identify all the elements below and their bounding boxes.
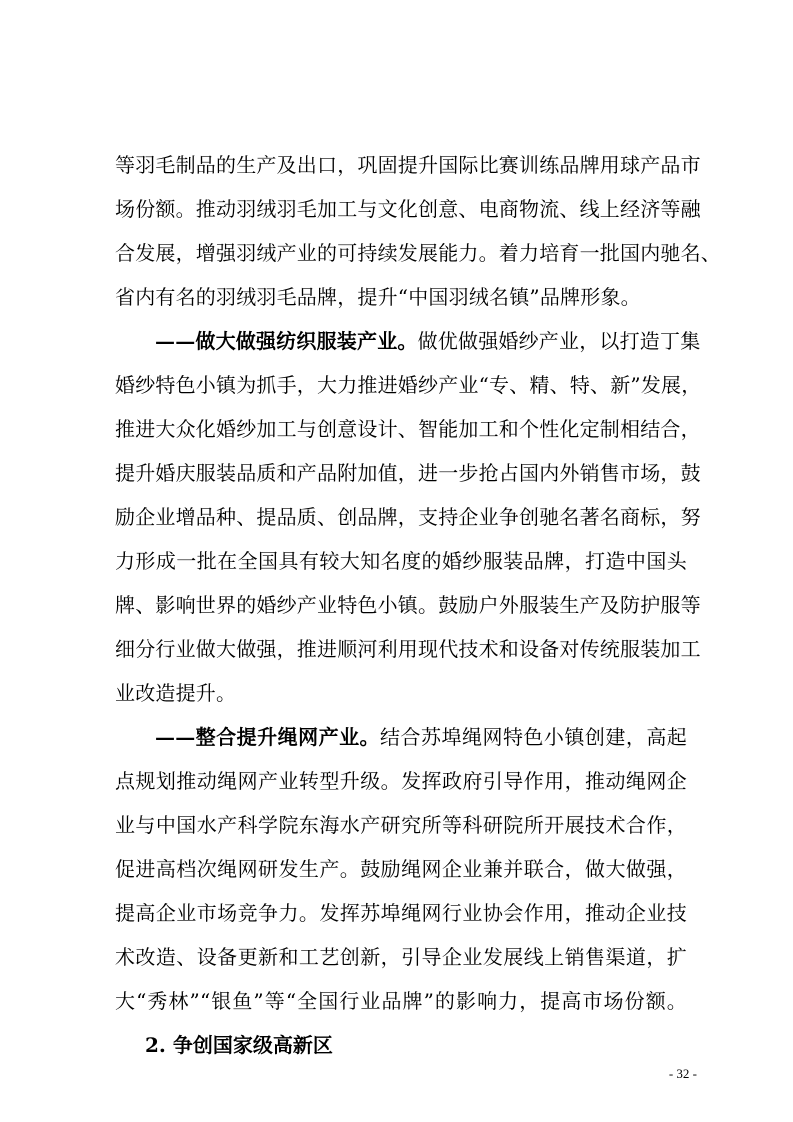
paragraph-3-line-7: 大“秀林”“银鱼”等“全国行业品牌”的影响力，提高市场份额。 bbox=[115, 989, 687, 1013]
paragraph-2-line-9: 业改造提升。 bbox=[115, 681, 237, 705]
paragraph-2-line-7: 牌、影响世界的婚纱产业特色小镇。鼓励户外服装生产及防护服等 bbox=[115, 593, 701, 617]
paragraph-1-line-1: 等羽毛制品的生产及出口，巩固提升国际比赛训练品牌用球产品市 bbox=[115, 153, 701, 177]
paragraph-2-line-1 bbox=[155, 328, 701, 354]
paragraph-3-line-6: 术改造、设备更新和工艺创新，引导企业发展线上销售渠道，扩 bbox=[115, 945, 687, 969]
paragraph-3-line-3: 业与中国水产科学院东海水产研究所等科研院所开展技术合作， bbox=[115, 813, 687, 837]
paragraph-3-line-4: 促进高档次绳网研发生产。鼓励绳网企业兼并联合，做大做强， bbox=[115, 857, 687, 881]
paragraph-3-line-5: 提高企业市场竞争力。发挥苏埠绳网行业协会作用，推动企业技 bbox=[115, 901, 687, 925]
paragraph-2-first-line-rest: 做优做强婚纱产业，以打造丁集 bbox=[417, 329, 701, 353]
paragraph-2-line-3: 推进大众化婚纱加工与创意设计、智能加工和个性化定制相结合， bbox=[115, 417, 701, 441]
paragraph-3-lead: ——整合提升绳网产业。 bbox=[155, 725, 381, 749]
paragraph-3-first-line-rest: 结合苏埠绳网特色小镇创建，高起 bbox=[380, 725, 688, 749]
paragraph-1-line-3: 合发展，增强羽绒产业的可持续发展能力。着力培育一批国内驰名、 bbox=[115, 241, 721, 265]
paragraph-2-lead: ——做大做强纺织服装产业。 bbox=[155, 329, 418, 353]
paragraph-2-line-8: 细分行业做大做强，推进顺河利用现代技术和设备对传统服装加工 bbox=[115, 637, 701, 661]
paragraph-3-line-2: 点规划推动绳网产业转型升级。发挥政府引导作用，推动绳网企 bbox=[115, 769, 687, 793]
paragraph-2-line-2: 婚纱特色小镇为抓手，大力推进婚纱产业“专、精、特、新”发展， bbox=[115, 373, 702, 397]
paragraph-3-line-1 bbox=[155, 724, 687, 750]
paragraph-1-line-2: 场份额。推动羽绒羽毛加工与文化创意、电商物流、线上经济等融 bbox=[115, 197, 701, 221]
page-number: - 32 - bbox=[668, 1066, 697, 1081]
paragraph-1-line-4: 省内有名的羽绒羽毛品牌，提升“中国羽绒名镇”品牌形象。 bbox=[115, 285, 641, 309]
paragraph-2-line-6: 力形成一批在全国具有较大知名度的婚纱服装品牌，打造中国头 bbox=[115, 549, 687, 573]
paragraph-2-line-4: 提升婚庆服装品质和产品附加值，进一步抢占国内外销售市场，鼓 bbox=[115, 461, 701, 485]
section-heading: 2. 争创国家级高新区 bbox=[145, 1033, 333, 1057]
paragraph-2-line-5: 励企业增品种、提品质、创品牌，支持企业争创驰名著名商标，努 bbox=[115, 505, 701, 529]
